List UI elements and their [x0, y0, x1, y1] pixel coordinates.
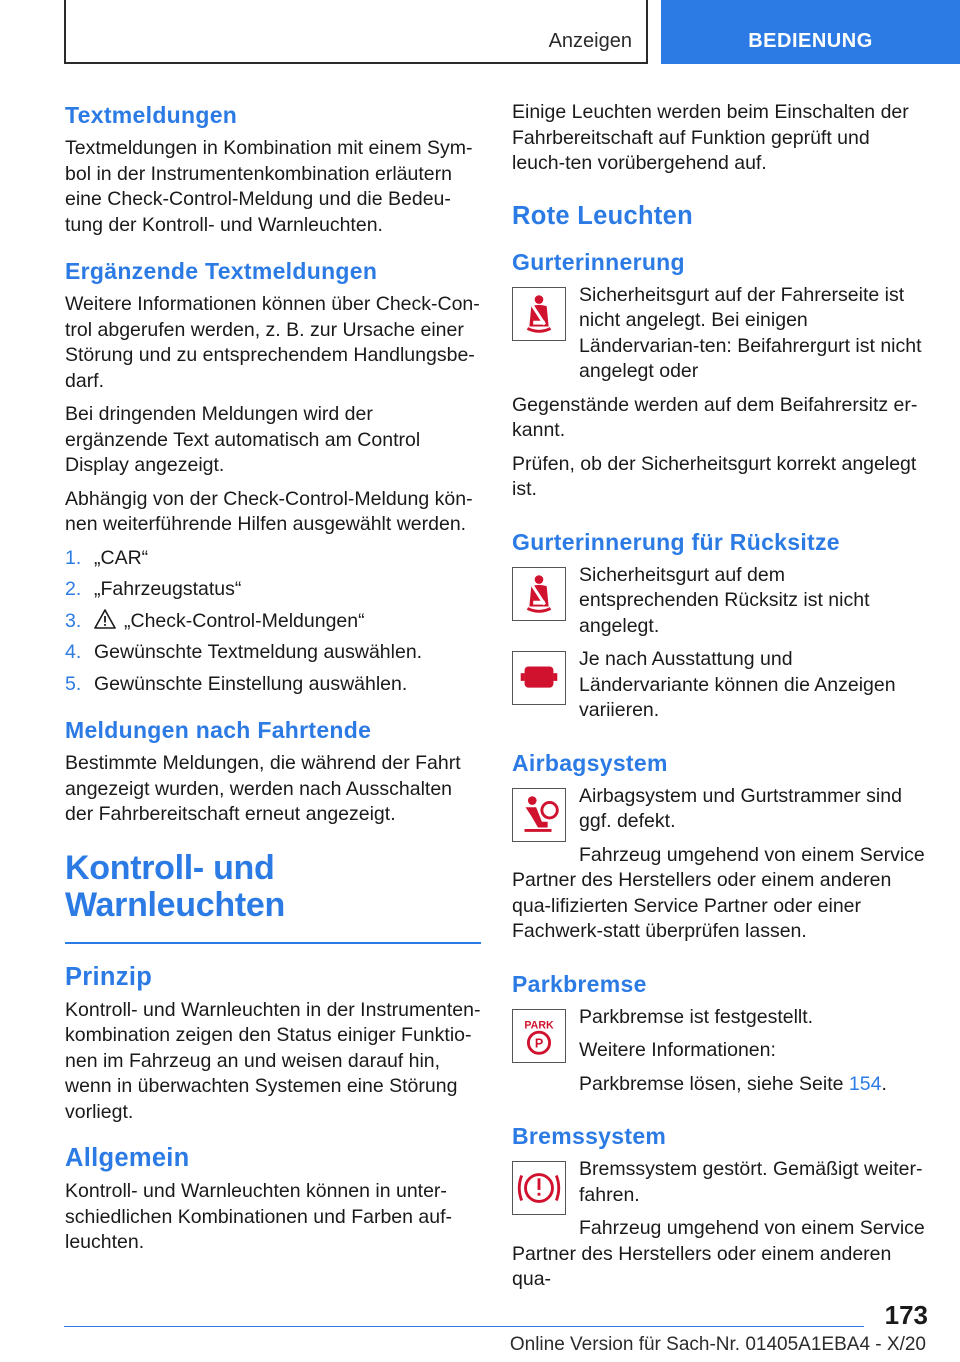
paragraph-gurt-1-cont: Gegenstände werden auf dem Beifahrersitz er-kannt.: [512, 393, 918, 441]
step-item: 2. „Fahrzeugstatus“: [65, 578, 242, 600]
step-item: 3. „Check-Control-Meldungen“: [65, 609, 365, 632]
gurt-row: [512, 283, 928, 385]
header-section-label: Anzeigen: [548, 30, 632, 52]
rear-seats-icon: [512, 651, 566, 705]
footer-divider: [64, 1326, 864, 1327]
paragraph-gurt-rueck-1: Sicherheitsgurt auf dem entsprechenden Rücksitz ist nicht angelegt.: [579, 563, 870, 637]
heading-airbagsystem: Airbagsystem: [512, 749, 668, 776]
paragraph-gurt-1: Sicherheitsgurt auf der Fahrerseite ist nicht angelegt. Bei einigen Ländervarian-ten: Beifahrergurt ist nicht angelegt oder: [579, 283, 922, 382]
heading-prinzip: Prinzip: [65, 962, 153, 991]
chapter-title: Kontroll- und Warnleuchten: [65, 848, 285, 924]
brems-row: [512, 1157, 928, 1242]
step-item: 4. Gewünschte Textmeldung auswählen.: [65, 641, 423, 663]
paragraph-airbag-2: Fahrzeug umgehend von einem Service: [579, 843, 925, 866]
heading-meldungen-nach-fahrtende: Meldungen nach Fahrtende: [65, 717, 372, 743]
chapter-divider: [65, 942, 481, 944]
left-column: [65, 100, 481, 1264]
parkbremse-row: [512, 1005, 928, 1098]
header-chapter-tab[interactable]: [661, 0, 960, 64]
paragraph-textmeldungen: Textmeldungen in Kombination mit einem Sym-bol in der Instrumentenkombination erläutern eine Check-Control-Meldung und die Bedeu-tung der Kontroll- und Warnleuchten.: [65, 137, 473, 236]
right-column: [512, 100, 928, 1301]
paragraph-ergaenzende-1: Weitere Informationen können über Check-Con-trol abgerufen werden, z. B. zur Ursache einer Störung und zu entsprechendem Handlungsbe-darf.: [65, 293, 480, 392]
heading-allgemein: Allgemein: [65, 1144, 190, 1172]
airbag-icon: [512, 788, 566, 842]
page-number: 173: [884, 1300, 928, 1330]
paragraph-gurt-2: Prüfen, ob der Sicherheitsgurt korrekt angelegt ist.: [512, 452, 917, 500]
heading-ergaenzende-textmeldungen: Ergänzende Textmeldungen: [65, 258, 378, 284]
paragraph-park-1: Parkbremse ist festgestellt.: [579, 1005, 814, 1028]
paragraph-fahrtende: Bestimmte Meldungen, die während der Fahrt angezeigt wurden, werden nach Ausschalten der Fahrbereitschaft erneut angezeigt.: [65, 752, 461, 825]
paragraph-prinzip: Kontroll- und Warnleuchten in der Instrumenten-kombination zeigen den Status einiger Funktio-nen im Fahrzeug an und weisen darauf hin, wenn in überwachten Systemen eine Störung vorliegt.: [65, 998, 481, 1123]
page-link-154[interactable]: 154: [848, 1072, 882, 1095]
paragraph-airbag-1: Airbagsystem und Gurtstrammer sind ggf. defekt.: [579, 784, 902, 832]
paragraph-brems-2-cont: Partner des Herstellers oder einem anderen qua-: [512, 1242, 892, 1290]
heading-textmeldungen: Textmeldungen: [65, 102, 238, 128]
seatbelt-icon: [512, 287, 566, 341]
heading-bremssystem: Bremssystem: [512, 1123, 667, 1149]
header-chapter-label: BEDIENUNG: [748, 30, 873, 52]
heading-parkbremse: Parkbremse: [512, 970, 647, 997]
header-section-box: [64, 0, 648, 64]
brake-system-icon: [512, 1161, 566, 1215]
park-brake-icon: [512, 1009, 566, 1063]
paragraph-intro: Einige Leuchten werden beim Einschalten der Fahrbereitschaft auf Funktion geprüft und leuch-ten vorübergehend auf.: [512, 101, 909, 174]
svg-text:PARK: PARK: [524, 1018, 554, 1031]
svg-text:P: P: [534, 1036, 544, 1051]
footer-online-version: Online Version für Sach-Nr. 01405A1EBA4 - X/20: [509, 1334, 926, 1355]
gurt-rueck-row-2: [512, 647, 928, 724]
paragraph-brems-1: Bremssystem gestört. Gemäßigt weiter-fahren.: [579, 1158, 923, 1206]
steps-list: [65, 546, 481, 698]
seatbelt-icon: [512, 567, 566, 621]
paragraph-park-2: Weitere Informationen:: [579, 1039, 776, 1061]
step-item: 1. „CAR“: [65, 546, 149, 569]
paragraph-ergaenzende-3: Abhängig von der Check-Control-Meldung kön-nen weiterführende Hilfen ausgewählt werden.: [65, 487, 473, 535]
gurt-rueck-row-1: [512, 563, 928, 640]
heading-rote-leuchten: Rote Leuchten: [512, 201, 693, 230]
paragraph-ergaenzende-2: Bei dringenden Meldungen wird der ergänzende Text automatisch am Control Display angezeigt.: [65, 403, 421, 476]
step-item: 5. Gewünschte Einstellung auswählen.: [65, 672, 408, 695]
warning-triangle-icon: [94, 609, 116, 629]
airbag-row: [512, 784, 928, 869]
heading-gurterinnerung-ruecksitze: Gurterinnerung für Rücksitze: [512, 528, 840, 555]
paragraph-park-3: Parkbremse lösen, siehe Seite 154.: [579, 1072, 887, 1095]
paragraph-allgemein: Kontroll- und Warnleuchten können in unter-schiedlichen Kombinationen und Farben auf-leuchten.: [65, 1180, 453, 1253]
paragraph-airbag-2-cont: Partner des Herstellers oder einem anderen qua-lifizierten Service Partner oder einer Fachwerk-statt überprüfen lassen.: [512, 869, 892, 942]
paragraph-gurt-rueck-2: Je nach Ausstattung und Ländervariante können die Anzeigen variieren.: [579, 648, 896, 721]
heading-gurterinnerung: Gurterinnerung: [512, 248, 685, 275]
paragraph-brems-2: Fahrzeug umgehend von einem Service: [579, 1217, 925, 1239]
